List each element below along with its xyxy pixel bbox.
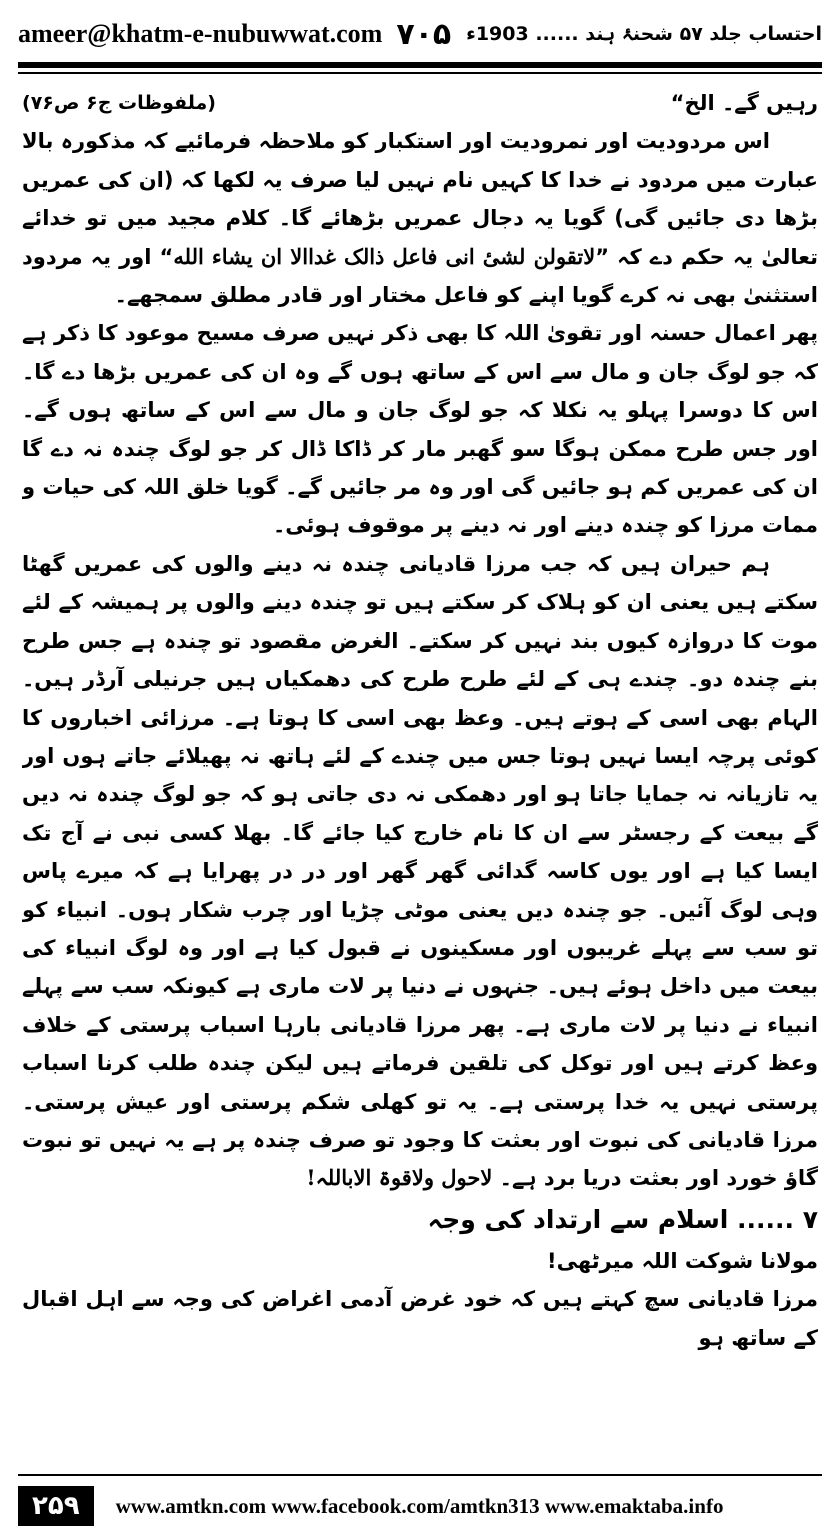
header-rule-thin	[18, 72, 822, 74]
footer-rule	[18, 1474, 822, 1476]
paragraph-1-text: اس مردودیت اور نمرودیت اور استکبار کو ملاحظہ فرمائیے کہ مذکورہ بالا عبارت میں مردود نے خدا کا کہیں نام نہیں لیا صرف یہ لکھا کہ (ان کی عمریں بڑھا دی جائیں گی) گویا یہ دجال عمریں بڑھائے گا۔ کلام مجید میں تو خدائے تعالیٰ یہ حکم دے کہ ”	[22, 129, 818, 269]
header-page-number: ۷۰۵	[396, 16, 452, 52]
paragraph-1	[22, 122, 818, 314]
paragraph-4: مرزا قادیانی سچ کہتے ہیں کہ خود غرض آدمی اغراض کی وجہ سے اہل اقبال کے ساتھ ہو	[22, 1287, 818, 1350]
reference-citation: (ملفوظات ج۶ ص۷۶)	[22, 92, 216, 114]
page-footer	[18, 1484, 822, 1528]
continuation-text: رہیں گے۔ الخ“	[670, 91, 818, 115]
section-heading: ۷ ...... اسلام سے ارتداد کی وجہ	[427, 1204, 818, 1234]
quran-verse: لاتقولن لشیٔ انی فاعل ذالک غداالا ان یشاء الله	[173, 243, 596, 269]
footer-page-number: ۲۵۹	[18, 1486, 94, 1526]
exclamation: لاحول ولاقوۃ الاباللہ!	[306, 1165, 493, 1191]
header-rule-thick	[18, 62, 822, 68]
header-title: احتساب جلد ۵۷ شحنۂ ہند ...... 1903ء	[466, 23, 822, 45]
paragraph-2: پھر اعمال حسنہ اور تقویٰ اللہ کا بھی ذکر نہیں صرف مسیح موعود کا ذکر ہے کہ جو لوگ جان و مال سے اس کے ساتھ ہوں گے وہ ان کی عمریں بڑھا دے گا۔ اس کا دوسرا پہلو یہ نکلا کہ جو لوگ جان و مال سے اس کے ساتھ ہوں گے۔ اور جس طرح ممکن ہوگا سو گھبر مار کر ڈاکا ڈال کر جو لوگ چندہ نہ دے گا ان کی عمریں کم ہو جائیں گی اور وہ مر جائیں گے۔ گویا خلق اللہ کی حیات و ممات مرزا کو چندہ دینے اور نہ دینے پر موقوف ہوئی۔	[22, 321, 818, 538]
header-left	[18, 17, 451, 52]
first-line	[22, 84, 818, 122]
paragraph-3	[22, 545, 818, 1198]
page-header	[18, 10, 822, 58]
page-body	[22, 84, 818, 1439]
footer-links: www.amtkn.com www.facebook.com/amtkn313 www.emaktaba.info	[115, 1493, 724, 1518]
paragraph-1-end: “ اور یہ مردود استثنیٰ بھی نہ کرے گویا اپنے کو فاعل مختار اور قادر مطلق سمجھے۔	[22, 244, 818, 308]
paragraph-3-text: ہم حیران ہیں کہ جب مرزا قادیانی چندہ نہ دینے والوں کی عمریں گھٹا سکتے ہیں یعنی ان کو ہلاک کر سکتے ہیں تو چندہ دینے والوں پر ہمیشہ کے لئے موت کا دروازہ کیوں بند نہیں کر سکتے۔ الغرض مقصود تو چندہ ہے جس طرح بنے چندہ دو۔ چندے ہی کے لئے طرح طرح کی دھمکیاں ہیں جرنیلی آرڈر ہیں۔ الہام بھی اسی کے ہوتے ہیں۔ وعظ بھی اسی کا ہوتا ہے۔ مرزائی اخباروں کا کوئی پرچہ ایسا نہیں ہوتا جس میں چندے کے لئے ہاتھ نہ پھیلائے جاتے ہوں اور یہ تازیانہ نہ جمایا جاتا ہو اور دھمکی نہ دی جاتی ہو کہ جو لوگ چندہ نہ دیں گے بیعت کے رجسٹر سے ان کا نام خارج کیا جائے گا۔ بھلا کسی نبی نے آج تک ایسا کیا ہے اور یوں کاسہ گدائی گھر گھر اور در در پھرایا ہے کہ میرے پاس وہی لوگ آئیں۔ جو چندہ دیں یعنی موٹی چڑیا اور چرب شکار ہوں۔ انبیاء کو تو سب سے پہلے غریبوں اور مسکینوں نے قبول کیا ہے اور وہ لوگ انبیاء کی بیعت میں داخل ہوئے ہیں۔ جنہوں نے دنیا پر لات ماری ہے کیونکہ سب سے پہلے انبیاء نے دنیا پر لات ماری ہے۔ پھر مرزا قادیانی بارہا اسباب پرستی کے خلاف وعظ کرتے ہیں اور توکل کی تلقین فرماتے ہیں لیکن چندہ طلب کرنا اسباب پرستی نہیں یہ خدا پرستی ہے۔ یہ تو کھلی شکم پرستی اور عیش پرستی۔ مرزا قادیانی کی نبوت اور بعثت کا وجود تو صرف چندہ پر ہے یہ نہیں تو نبوت گاؤ خورد اور بعثت دریا برد ہے۔	[22, 551, 818, 1191]
header-email: ameer@khatm-e-nubuwwat.com	[18, 19, 383, 48]
section-author: مولانا شوکت اللہ میرٹھی!	[547, 1248, 818, 1273]
